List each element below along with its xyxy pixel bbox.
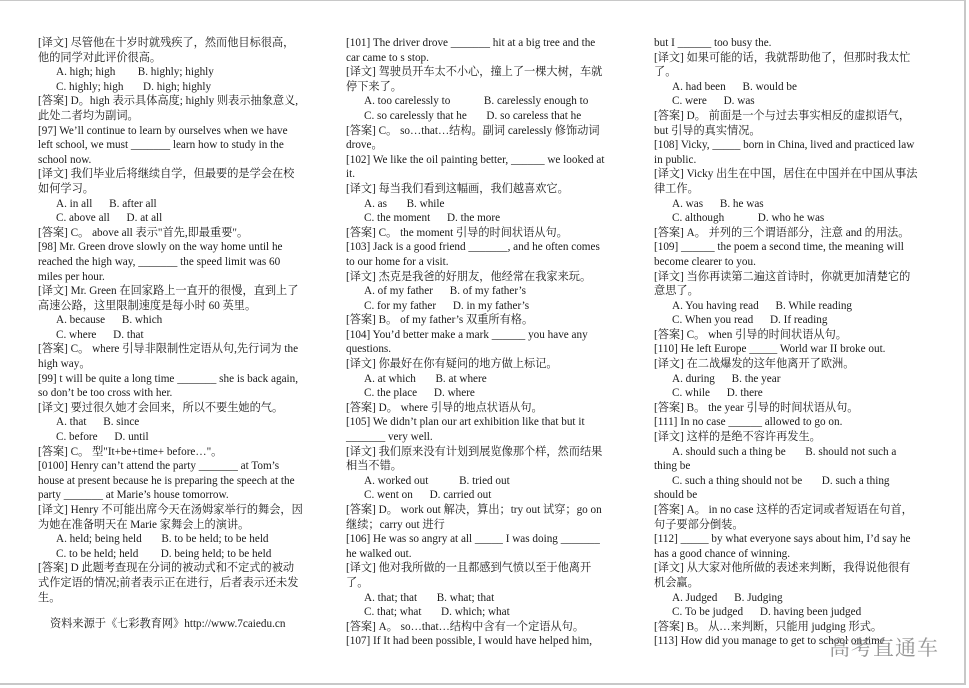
column-1	[38, 36, 320, 632]
answer-key-line: [答案] C。 so…that…结构。副词 carelessly 修饰动词	[346, 124, 600, 137]
translation-line: [译文] Mr. Green 在回家路上一直开的很慢，直到上了	[38, 285, 299, 298]
translation-line: [译文] 要过很久她才会回来，所以不要生她的气。	[38, 401, 284, 414]
answer-key-line: [答案] A。 并列的三个谓语部分，注意 and 的用法。	[654, 226, 910, 239]
answer-options: C. where D. that	[56, 328, 144, 341]
answer-options: A. too carelessly to B. carelessly enough to	[364, 95, 589, 108]
question-line: [106] He was so angry at all _____ I was doing _______	[346, 533, 600, 546]
text-line: 了。	[654, 66, 677, 79]
watermark-text: 高考直通车	[829, 636, 939, 660]
translation-line: [译文] 我们毕业后将继续自学，但最要的是学会在校	[38, 168, 295, 181]
text-line: but I ______ too busy the.	[654, 37, 772, 49]
translation-line: [译文] 每当我们看到这幅画，我们越喜欢它。	[346, 182, 569, 195]
translation-line: [译文] 如果可能的话，我就帮助他了，但那时我太忙	[654, 51, 911, 64]
translation-line: [译文] Vicky 出生在中国，居住在中国并在中国从事法	[654, 168, 918, 181]
answer-key-line: [答案] D。high 表示具体高度; highly 则表示抽象意义,	[38, 95, 299, 108]
answer-options: A. had been B. would be	[672, 80, 797, 93]
answer-key-line: [答案] D。 前面是一个与过去事实相反的虚拟语气，	[654, 109, 911, 122]
text-line: so don’t be too cross with her.	[38, 387, 173, 400]
text-line: school now.	[38, 153, 92, 166]
answer-key-line: [答案] C。 型"It+be+time+ before…"。	[38, 445, 223, 458]
column-2	[346, 36, 626, 649]
answer-key-line: [答案] D。 where 引导的地点状语从句。	[346, 401, 543, 414]
text-line: drove。	[346, 139, 383, 152]
text-line: car came to s stop.	[346, 51, 429, 64]
translation-line: [译文] 尽管他在十岁时就残疾了，然而他目标很高，	[38, 37, 295, 49]
question-line: [107] If It had been possible, I would have helped him,	[346, 635, 593, 648]
answer-options: C. such a thing should not be D. such a thing	[672, 474, 890, 487]
text-line: 了。	[346, 576, 369, 589]
answer-options: A. You having read B. While reading	[672, 299, 853, 312]
text-line: 继续；carry out 进行	[346, 518, 445, 531]
answer-key-line: [答案] C。 where 引导非限制性定语从句,先行词为 the	[38, 343, 299, 356]
answer-options: C. When you read D. If reading	[672, 314, 828, 327]
text-line: house at present because he is preparing the speech at the	[38, 474, 295, 487]
answer-key-line: [答案] A。 so…that…结构中含有一个定语从句。	[346, 620, 585, 633]
text-line: party _______ at Marie’s house tomorrow.	[38, 489, 229, 502]
text-line: has a good chance of winning.	[654, 547, 791, 560]
question-line: [97] We’ll continue to learn by ourselves when we have	[38, 124, 288, 137]
answer-key-line: [答案] A。 in no case 这样的否定词或者短语在句首，	[654, 504, 913, 516]
text-line: 如何学习。	[38, 182, 94, 195]
answer-options: C. were D. was	[672, 95, 755, 108]
answer-options: A. held; being held B. to be held; to be held	[56, 533, 269, 546]
text-line: 高速公路，这里限制速度是每小时 60 英里。	[38, 299, 257, 312]
text-line: 律工作。	[654, 182, 699, 195]
answer-options: A. during B. the year	[672, 372, 781, 385]
text-line: it.	[346, 168, 356, 181]
answer-key-line: [答案] B。 从…来判断，只能用 judging 形式。	[654, 620, 883, 633]
answer-options: A. high; high B. highly; highly	[56, 66, 214, 79]
answer-options: C. To be judged D. having been judged	[672, 606, 862, 619]
text-line: should be	[654, 489, 698, 502]
answer-key-line: [答案] D 此题考查现在分词的被动式和不定式的被动	[38, 562, 295, 575]
answer-options: A. of my father B. of my father’s	[364, 285, 526, 298]
translation-line: [译文] 当你再读第二遍这首诗时，你就更加清楚它的	[654, 270, 911, 283]
source-note: 资料来源于《七彩教育网》http://www.7caiedu.cn	[50, 618, 286, 631]
question-line: [109] ______ the poem a second time, the meaning will	[654, 241, 904, 254]
text-line: he walked out.	[346, 547, 412, 560]
question-line: [108] Vicky, _____ born in China, lived and practiced law	[654, 139, 915, 152]
text-line: 式作定语的情况;前者表示正在进行，后者表示还未发	[38, 576, 299, 589]
text-line: but 引导的真实情况。	[654, 124, 761, 137]
question-line: [101] The driver drove _______ hit at a big tree and the	[346, 37, 596, 49]
translation-line: [译文] Henry 不可能出席今天在汤姆家举行的舞会，因	[38, 504, 303, 516]
answer-options: C. to be held; held D. being held; to be held	[56, 547, 272, 560]
answer-options: A. in all B. after all	[56, 197, 157, 210]
answer-options: C. the place D. where	[364, 387, 475, 400]
answer-options: A. was B. he was	[672, 197, 764, 210]
answer-options: A. worked out B. tried out	[364, 474, 510, 487]
text-line: become clearer to you.	[654, 255, 756, 268]
text-line: in public.	[654, 153, 697, 166]
text-line: high way。	[38, 358, 91, 371]
question-line: [110] He left Europe _____ World war II broke out.	[654, 343, 886, 356]
text-line: 句子要部分倒装。	[654, 518, 744, 531]
answer-key-line: [答案] B。 the year 引导的时间状语从句。	[654, 401, 859, 414]
translation-line: [译文] 在二战爆发的这年他离开了欧洲。	[654, 358, 855, 371]
answer-options: C. for my father D. in my father’s	[364, 299, 530, 312]
answer-options: A. Judged B. Judging	[672, 591, 783, 604]
answer-options: C. above all D. at all	[56, 212, 163, 225]
text-line: left school, we must _______ learn how to study in the	[38, 139, 284, 152]
answer-key-line: [答案] C。 the moment 引导的时间状语从句。	[346, 226, 568, 239]
question-line: [113] How did you manage to get to school on time	[654, 635, 885, 648]
text-line: 机会赢。	[654, 576, 699, 589]
translation-line: [译文] 你最好在你有疑问的地方做上标记。	[346, 358, 558, 371]
question-line: [104] You’d better make a mark ______ you have any	[346, 328, 588, 341]
answer-options: C. while D. there	[672, 387, 763, 400]
column-3	[654, 36, 936, 649]
text-line: reached the high way, _______ the speed limit was 60	[38, 255, 281, 268]
question-line: [99] t will be quite a long time _______ she is back again,	[38, 372, 299, 385]
answer-key-line: [答案] C。 above all 表示"首先,即最重要"。	[38, 226, 249, 239]
text-line: _______ very well.	[346, 431, 433, 444]
question-line: [105] We didn’t plan our art exhibition like that but it	[346, 416, 585, 429]
answer-options: C. that; what D. which; what	[364, 606, 510, 619]
text-line: 意思了。	[654, 285, 699, 298]
question-line: [111] In no case ______ allowed to go on.	[654, 416, 843, 429]
answer-options: C. so carelessly that he D. so careless that he	[364, 109, 582, 122]
translation-line: [译文] 驾驶员开车太不小心，撞上了一棵大树，车就	[346, 66, 603, 79]
answer-options: A. that; that B. what; that	[364, 591, 495, 604]
question-line: [98] Mr. Green drove slowly on the way home until he	[38, 241, 283, 254]
answer-options: C. although D. who he was	[672, 212, 825, 225]
translation-line: [译文] 他对我所做的一且都感到气愤以至于他离开	[346, 562, 592, 575]
answer-key-line: [答案] C。 when 引导的时间状语从句。	[654, 328, 847, 341]
text-line: questions.	[346, 343, 392, 356]
answer-options: C. highly; high D. high; highly	[56, 80, 212, 93]
translation-line: [译文] 这样的是绝不容许再发生。	[654, 431, 821, 444]
translation-line: [译文] 从大家对他所做的表述来判断，我得说他很有	[654, 562, 911, 575]
text-line: to our home for a visit.	[346, 255, 449, 268]
text-line: 相当不错。	[346, 460, 402, 473]
text-line: 生。	[38, 591, 61, 604]
answer-key-line: [答案] B。 of my father’s 双重所有格。	[346, 314, 534, 327]
answer-options: A. at which B. at where	[364, 372, 487, 385]
answer-options: C. before D. until	[56, 431, 149, 444]
text-line: thing be	[654, 460, 691, 473]
text-line: 他的同学对此评价很高。	[38, 51, 162, 64]
question-line: [103] Jack is a good friend _______, and he often comes	[346, 241, 600, 254]
answer-options: A. should such a thing be B. should not such a	[672, 445, 897, 458]
answer-options: A. that B. since	[56, 416, 140, 429]
text-line: 为她在准备明天在 Marie 家舞会上的演讲。	[38, 518, 250, 531]
question-line: [112] _____ by what everyone says about him, I’d say he	[654, 533, 911, 546]
answer-key-line: [答案] D。 work out 解决，算出；try out 试穿；go on	[346, 504, 602, 516]
translation-line: [译文] 我们原来没有计划到展览像那个样，然而结果	[346, 445, 603, 458]
text-line: 此处二者均为副词。	[38, 109, 139, 122]
question-line: [102] We like the oil painting better, ______ we looked at	[346, 153, 605, 166]
answer-options: A. as B. while	[364, 197, 445, 210]
answer-options: A. because B. which	[56, 314, 163, 327]
translation-line: [译文] 杰克是我爸的好朋友，他经常在我家来玩。	[346, 270, 592, 283]
text-line: miles per hour.	[38, 270, 105, 283]
answer-options: C. the moment D. the more	[364, 212, 501, 225]
question-line: [0100] Henry can’t attend the party _______ at Tom’s	[38, 460, 280, 473]
answer-options: C. went on D. carried out	[364, 489, 492, 502]
text-line: 停下来了。	[346, 80, 402, 93]
